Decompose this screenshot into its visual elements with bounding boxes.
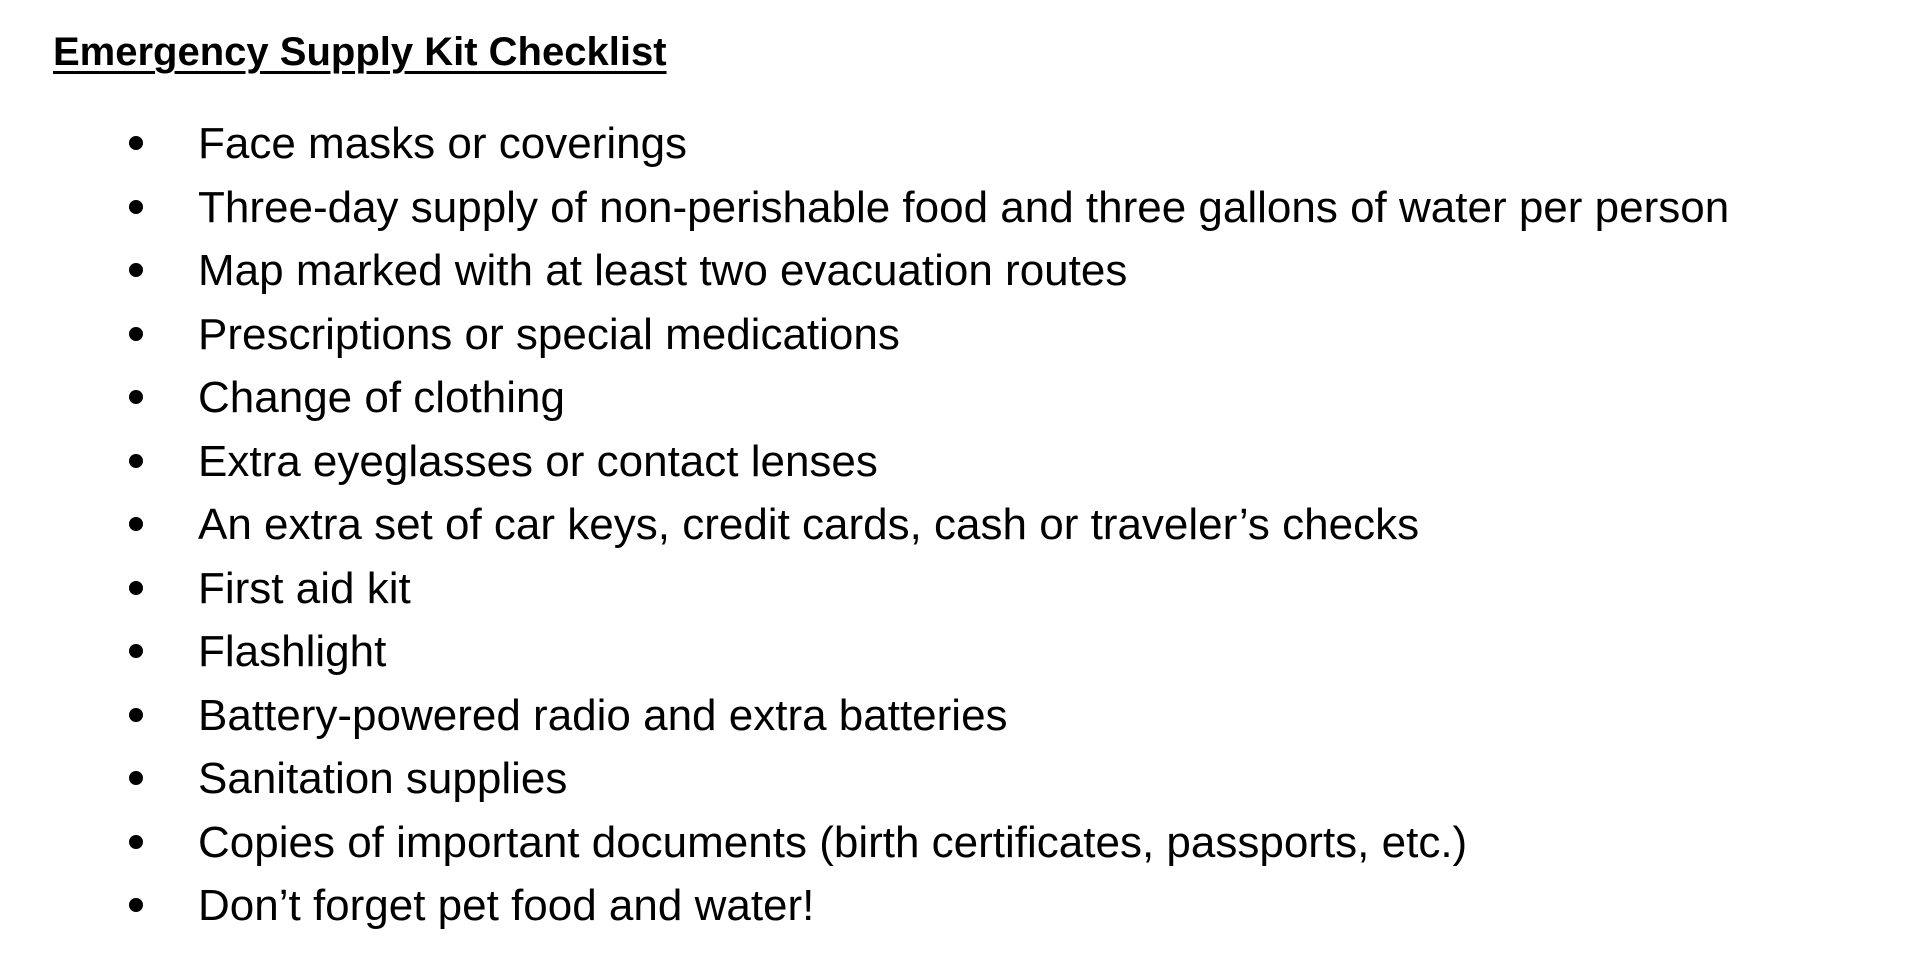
list-item-text: Battery-powered radio and extra batteries	[198, 690, 1008, 740]
bullet-icon	[129, 898, 143, 912]
list-item-text: Face masks or coverings	[198, 119, 688, 168]
list-item-text: An extra set of car keys, credit cards, cash or traveler’s checks	[198, 500, 1420, 549]
list-item-text: Don’t forget pet food and water!	[198, 881, 815, 930]
bullet-icon	[129, 835, 143, 849]
list-item-text: Change of clothing	[198, 373, 565, 422]
list-item-text: Prescriptions or special medications	[198, 309, 900, 359]
bullet-icon	[129, 771, 143, 785]
bullet-icon	[129, 517, 143, 531]
list-item-text: Sanitation supplies	[198, 754, 568, 803]
list-item-text: Flashlight	[198, 627, 387, 676]
bullet-icon	[129, 644, 143, 658]
list-item-text: First aid kit	[198, 563, 411, 613]
list-item-text: Copies of important documents (birth certificates, passports, etc.)	[198, 817, 1468, 867]
bullet-icon	[129, 581, 143, 595]
bullet-icon	[129, 327, 143, 341]
bullet-icon	[129, 136, 143, 150]
list-item-text: Three-day supply of non-perishable food and three gallons of water per person	[198, 182, 1730, 232]
bullet-icon	[129, 200, 143, 214]
list-item-text: Extra eyeglasses or contact lenses	[198, 436, 878, 486]
page-title: Emergency Supply Kit Checklist	[53, 30, 667, 74]
list-item-text: Map marked with at least two evacuation routes	[198, 246, 1128, 295]
bullet-icon	[129, 263, 143, 277]
bullet-icon	[129, 454, 143, 468]
bullet-icon	[129, 708, 143, 722]
bullet-icon	[129, 390, 143, 404]
